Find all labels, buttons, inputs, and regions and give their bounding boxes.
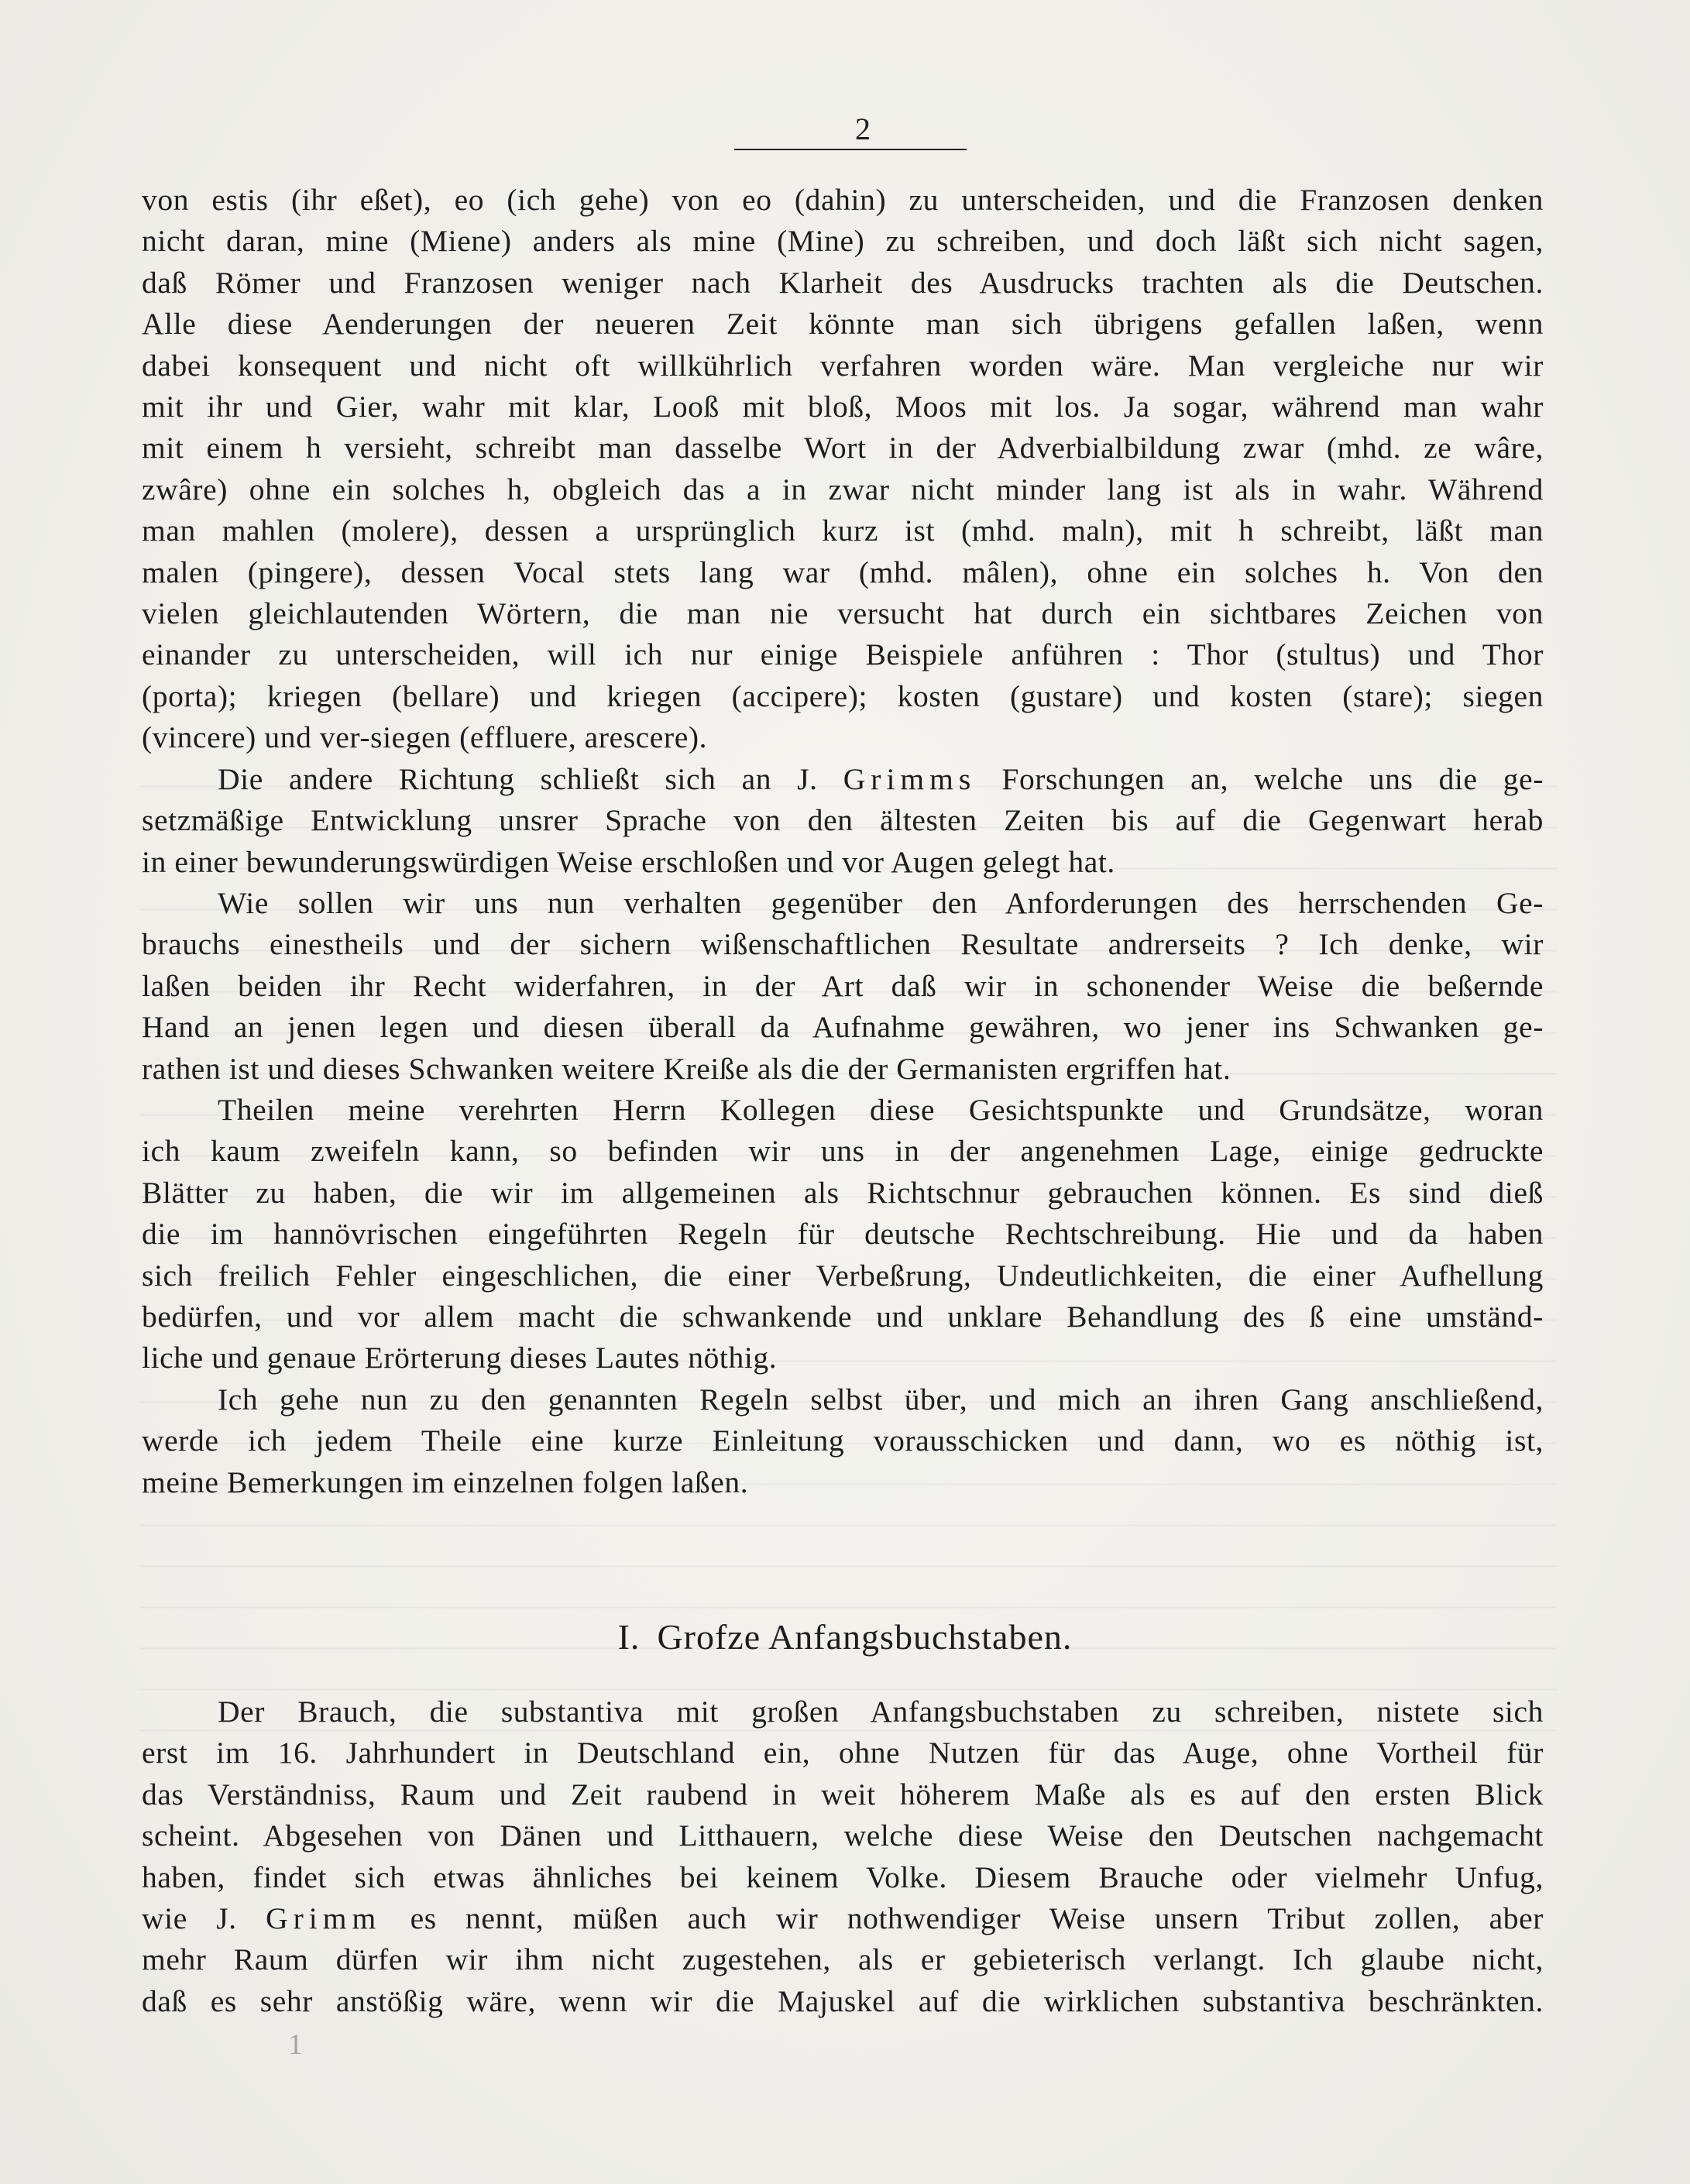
text-line: haben, findet sich etwas ähnliches bei keinem Volke. Diesem Brauche oder vielmehr Unfug, <box>142 1859 1544 1894</box>
text-line: in einer bewunderungswürdigen Weise erschloßen und vor Augen gelegt hat. <box>142 844 1115 879</box>
text-line: rathen ist und dieses Schwanken weitere Kreiße als die der Germanisten ergriffen hat. <box>142 1051 1231 1086</box>
text-line: sich freilich Fehler eingeschlichen, die einer Verbeßrung, Undeutlichkeiten, die einer Aufhellung <box>142 1258 1544 1293</box>
text-line: einander zu unterscheiden, will ich nur einige Beispiele anführen : Thor (stultus) und Thor <box>142 637 1544 672</box>
author-name-grimm: Grimm <box>266 1901 382 1936</box>
page-number: 2 <box>855 112 871 146</box>
text-line: Der Brauch, die substantiva mit großen Anfangsbuchstaben zu schreiben, nistete sich <box>218 1695 1544 1729</box>
header-rule <box>734 149 967 150</box>
footer-mark: 1 <box>288 2028 303 2061</box>
text-line: dabei konsequent und nicht oft willkührlich verfahren worden wäre. Man vergleiche nur wir <box>142 348 1544 383</box>
paragraph-1 <box>142 180 1544 759</box>
text-line: Wie sollen wir uns nun verhalten gegenüber den Anforderungen des herrschenden Ge- <box>218 885 1544 920</box>
text-line: Theilen meine verehrten Herrn Kollegen diese Gesichtspunkte und Grundsätze, woran <box>218 1092 1544 1127</box>
text-line: Ich gehe nun zu den genannten Regeln selbst über, und mich an ihren Gang anschließend, <box>218 1382 1544 1417</box>
text-line: zwâre) ohne ein solches h, obgleich das a in zwar nicht minder lang ist als in wahr. Während <box>142 472 1544 507</box>
text-fragment: es nennt, müßen auch wir nothwendiger Weise unsern Tribut zollen, aber <box>410 1901 1544 1936</box>
text-line: Blätter zu haben, die wir im allgemeinen als Richtschnur gebrauchen können. Es sind dieß <box>142 1175 1544 1210</box>
text-line: Hand an jenen legen und diesen überall da Aufnahme gewähren, wo jener ins Schwanken ge- <box>142 1010 1544 1045</box>
section-heading <box>0 1614 1690 1660</box>
text-line: vielen gleichlautenden Wörtern, die man nie versucht hat durch ein sichtbares Zeichen von <box>142 596 1544 631</box>
text-line: meine Bemerkungen im einzelnen folgen laßen. <box>142 1465 749 1499</box>
text-line: bedürfen, und vor allem macht die schwankende und unklare Behandlung des ß eine umständ- <box>142 1299 1544 1334</box>
text-line: setzmäßige Entwicklung unsrer Sprache von den ältesten Zeiten bis auf die Gegenwart herab <box>142 803 1544 838</box>
text-line: laßen beiden ihr Recht widerfahren, in der Art daß wir in schonender Weise die beßernde <box>142 968 1544 1003</box>
paragraph-5 <box>142 1379 1544 1503</box>
paragraph-4 <box>142 1090 1544 1379</box>
text-line <box>142 759 1544 800</box>
text-line: ich kaum zweifeln kann, so befinden wir uns in der angenehmen Lage, einige gedruckte <box>142 1134 1544 1169</box>
text-line: daß es sehr anstößig wäre, wenn wir die Majuskel auf die wirklichen substantiva beschränkten. <box>142 1983 1544 2018</box>
page-header <box>734 110 967 149</box>
paragraph-6 <box>142 1691 1544 2022</box>
text-line: (porta); kriegen (bellare) und kriegen (accipere); kosten (gustare) und kosten (stare); siegen <box>142 678 1544 713</box>
text-line: malen (pingere), dessen Vocal stets lang war (mhd. mâlen), ohne ein solches h. Von den <box>142 555 1544 589</box>
text-line: werde ich jedem Theile eine kurze Einleitung vorausschicken und dann, wo es nöthig ist, <box>142 1423 1544 1458</box>
text-line: von estis (ihr eßet), eo (ich gehe) von eo (dahin) zu unterscheiden, und die Franzosen denken <box>142 183 1544 217</box>
text-line: brauchs einestheils und der sichern wißenschaftlichen Resultate andrerseits ? Ich denke, wir <box>142 927 1544 962</box>
body-text-lower <box>142 1691 1544 2022</box>
text-line: das Verständniss, Raum und Zeit raubend in weit höherem Maße als es auf den ersten Blick <box>142 1777 1544 1811</box>
text-line: Alle diese Aenderungen der neueren Zeit könnte man sich übrigens gefallen laßen, wenn <box>142 307 1544 342</box>
text-line: man mahlen (molere), dessen a ursprünglich kurz ist (mhd. maln), mit h schreibt, läßt man <box>142 513 1544 548</box>
text-fragment: Die andere Richtung schließt sich an J. <box>218 761 818 796</box>
section-heading-title: Grofze Anfangsbuchstaben. <box>657 1617 1073 1657</box>
text-line: erst im 16. Jahrhundert in Deutschland ein, ohne Nutzen für das Auge, ohne Vortheil für <box>142 1736 1544 1770</box>
text-line: liche und genaue Erörterung dieses Lautes nöthig. <box>142 1341 778 1375</box>
author-name-grimm: Grimms <box>843 761 977 796</box>
paragraph-3 <box>142 883 1544 1090</box>
text-fragment: wie J. <box>142 1901 237 1936</box>
body-text-upper <box>142 180 1544 1503</box>
text-line: (vincere) und ver-siegen (effluere, arescere). <box>142 720 708 755</box>
text-line <box>142 1898 1544 1939</box>
text-line: nicht daran, mine (Miene) anders als mine (Mine) zu schreiben, und doch läßt sich nicht sagen, <box>142 224 1544 259</box>
text-line: mit ihr und Gier, wahr mit klar, Looß mit bloß, Moos mit los. Ja sogar, während man wahr <box>142 390 1544 424</box>
paragraph-2 <box>142 759 1544 883</box>
section-heading-number: I. <box>617 1617 641 1657</box>
text-line: daß Römer und Franzosen weniger nach Klarheit des Ausdrucks trachten als die Deutschen. <box>142 265 1544 300</box>
text-line: scheint. Abgesehen von Dänen und Litthauern, welche diese Weise den Deutschen nachgemacht <box>142 1818 1544 1853</box>
text-fragment: Forschungen an, welche uns die ge- <box>1001 761 1544 796</box>
text-line: die im hannövrischen eingeführten Regeln für deutsche Rechtschreibung. Hie und da haben <box>142 1217 1544 1252</box>
text-line: mit einem h versieht, schreibt man dasselbe Wort in der Adverbialbildung zwar (mhd. ze wâre, <box>142 431 1544 465</box>
text-line: mehr Raum dürfen wir ihm nicht zugestehen, als er gebieterisch verlangt. Ich glaube nicht, <box>142 1942 1544 1977</box>
